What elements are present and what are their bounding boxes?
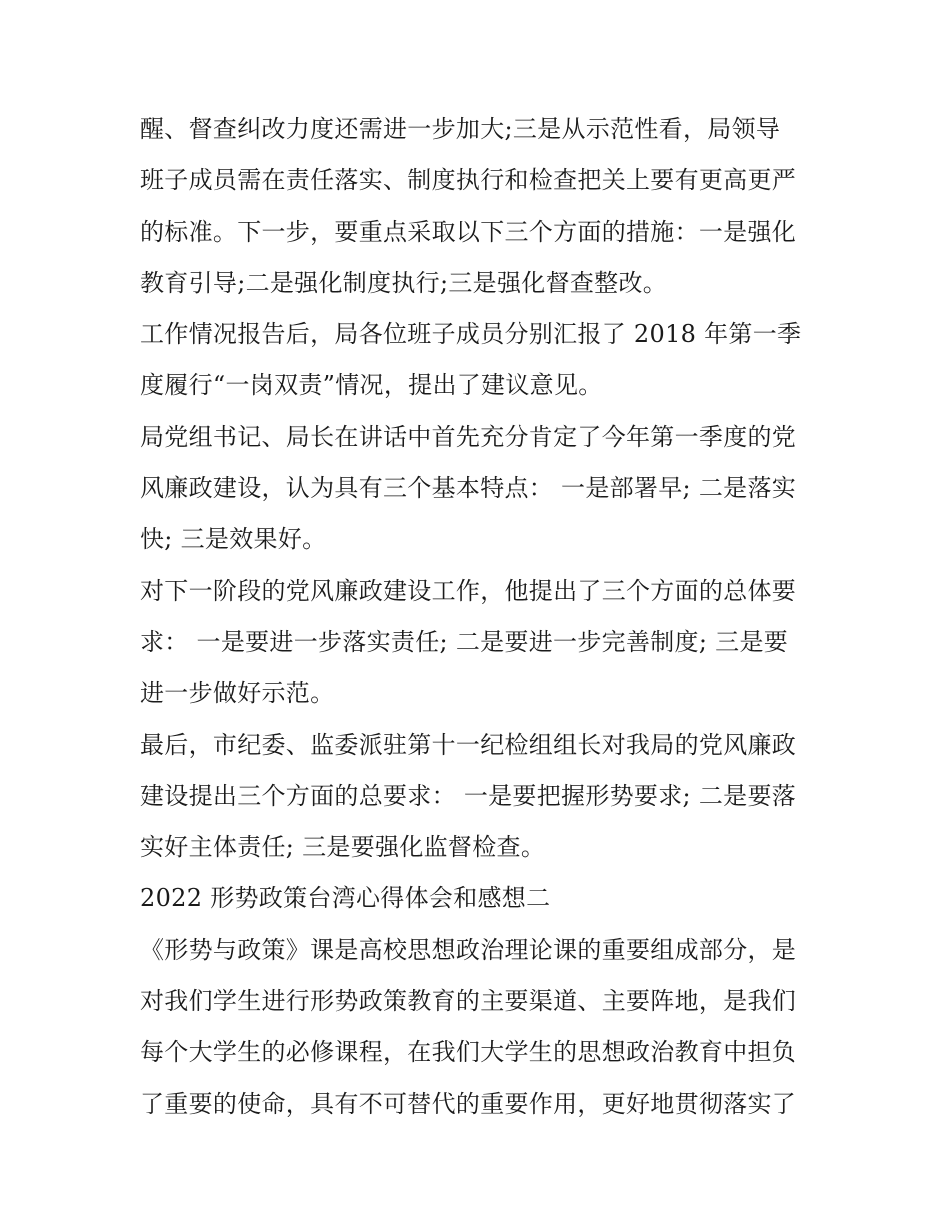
document-body (140, 108, 820, 1134)
text-line: 求： 一是要进一步落实责任; 二是要进一步完善制度; 三是要 (140, 627, 789, 656)
text-line: 局党组书记、局长在讲话中首先充分肯定了今年第一季度的党 (140, 422, 797, 451)
section-heading: 2022 形势政策台湾心得体会和感想二 (140, 884, 551, 913)
text-line: 了重要的使命，具有不可替代的重要作用，更好地贯彻落实了 (140, 1089, 797, 1118)
text-line: 进一步做好示范。 (140, 679, 335, 708)
text-line: 建设提出三个方面的总要求： 一是要把握形势要求; 二是要落 (140, 781, 797, 810)
text-line: 《形势与政策》课是高校思想政治理论课的重要组成部分，是 (140, 935, 797, 964)
text-line: 教育引导;二是强化制度执行;三是强化督查整改。 (140, 268, 668, 297)
text-line: 度履行“一岗双责”情况，提出了建议意见。 (140, 371, 603, 400)
text-line: 最后，市纪委、监委派驻第十一纪检组组长对我局的党风廉政 (140, 730, 797, 759)
text-line: 对下一阶段的党风廉政建设工作，他提出了三个方面的总体要 (140, 576, 797, 605)
text-line: 风廉政建设，认为具有三个基本特点： 一是部署早; 二是落实 (140, 474, 797, 503)
text-line: 的标准。下一步，要重点采取以下三个方面的措施：一是强化 (140, 217, 797, 246)
text-line: 班子成员需在责任落实、制度执行和检查把关上要有更高更严 (140, 166, 797, 195)
text-line: 工作情况报告后，局各位班子成员分别汇报了 2018 年第一季 (140, 320, 802, 349)
text-line: 实好主体责任; 三是要强化监督检查。 (140, 833, 546, 862)
text-line: 每个大学生的必修课程，在我们大学生的思想政治教育中担负 (140, 1038, 797, 1067)
text-line: 对我们学生进行形势政策教育的主要渠道、主要阵地，是我们 (140, 987, 797, 1016)
text-line: 醒、督查纠改力度还需进一步加大;三是从示范性看，局领导 (140, 115, 781, 143)
text-line: 快; 三是效果好。 (140, 525, 327, 554)
